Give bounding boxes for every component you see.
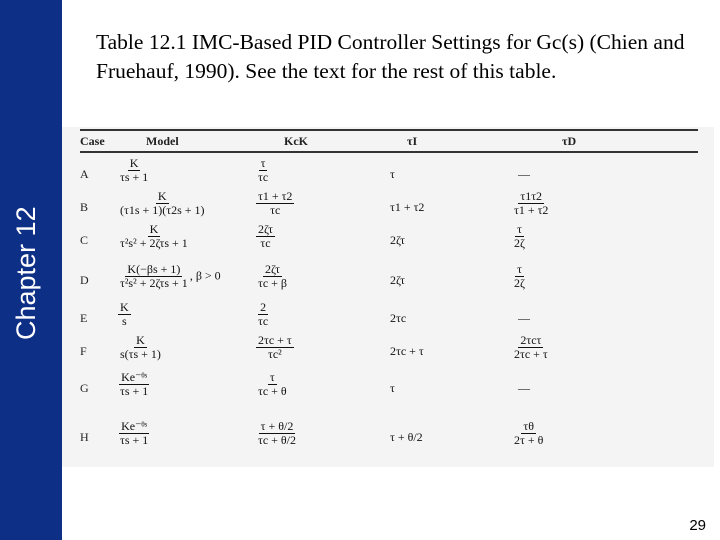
- row-h-case: H: [80, 430, 89, 444]
- header-model: Model: [146, 134, 179, 148]
- row-h-kck: $\frac{\tau + \theta/2}{\tau c + \theta/2}$: [258, 419, 296, 447]
- row-a-kck: $\frac{\tau}{\tau c}$: [258, 156, 269, 184]
- row-h-tau-i: τ + θ/2: [390, 430, 423, 444]
- row-a-model: $\frac{K}{\tau s + 1}$: [120, 156, 149, 184]
- row-d-tau-i: 2ζτ: [390, 273, 405, 287]
- row-d-model: $\frac{K(-\beta s + 1)}{\text{τ²s² + 2ζτs + 1}}$ , β > 0: [120, 262, 221, 290]
- row-e-kck: $\frac{2}{\tau c}$: [258, 300, 269, 328]
- row-g-tau-d: —: [518, 381, 530, 395]
- row-f-kck: $\frac{2\tau c + \tau}{\text{τc²}}$: [258, 333, 292, 361]
- table-header-rule: [80, 151, 698, 153]
- row-c-case: C: [80, 233, 89, 247]
- row-g-kck: $\frac{\tau}{\tau c + \theta}$: [258, 370, 287, 398]
- row-d-case: D: [80, 273, 89, 287]
- row-a-case: A: [80, 167, 89, 181]
- header-kck: KcK: [284, 134, 308, 148]
- row-g-model: $\frac{\text{Ke⁻ᶿˢ}}{\tau s + 1}$: [120, 370, 149, 398]
- row-e-tau-d: —: [518, 311, 530, 325]
- chapter-sidebar: [0, 0, 62, 540]
- row-b-model: $\frac{K}{(\tau 1s + 1)(\tau 2s + 1)}$: [120, 189, 205, 217]
- row-f-case: F: [80, 344, 87, 358]
- row-f-tau-i: 2τc + τ: [390, 344, 424, 358]
- row-d-kck: $\frac{2\zeta\tau}{\tau c + \beta}$: [258, 262, 288, 290]
- row-c-tau-i: 2ζτ: [390, 233, 405, 247]
- row-f-model: $\frac{K}{s(\tau s + 1)}$: [120, 333, 161, 361]
- row-g-case: G: [80, 381, 89, 395]
- row-h-model: $\frac{\text{Ke⁻ᶿˢ}}{\tau s + 1}$: [120, 419, 149, 447]
- row-a-tau-d: —: [518, 167, 530, 181]
- header-tau-i: τI: [407, 134, 418, 148]
- pid-settings-table: [62, 127, 714, 467]
- row-c-model: $\frac{K}{\text{τ²s² + 2ζτs + 1}}$: [120, 222, 188, 250]
- row-e-model: $\frac{K}{s}$: [120, 300, 129, 328]
- row-b-tau-d: $\frac{\tau 1\tau 2}{\tau 1 + \tau 2}$: [514, 189, 549, 217]
- page-number: 29: [689, 517, 706, 534]
- row-h-tau-d: $\frac{\tau\theta}{2\tau + \theta}$: [514, 419, 544, 447]
- row-e-tau-i: 2τc: [390, 311, 407, 325]
- row-f-tau-d: $\frac{\text{2τcτ}}{2\tau c + \tau}$: [514, 333, 548, 361]
- table-top-rule: [80, 129, 698, 131]
- row-b-tau-i: τ1 + τ2: [390, 200, 425, 214]
- row-b-kck: $\frac{\tau 1 + \tau 2}{\tau c}$: [258, 189, 293, 217]
- row-g-tau-i: τ: [390, 381, 395, 395]
- header-tau-d: τD: [562, 134, 577, 148]
- row-c-kck: $\frac{2\zeta\tau}{\tau c}$: [258, 222, 273, 250]
- chapter-label: Chapter 12: [11, 206, 41, 340]
- row-d-tau-d: $\frac{\tau}{2\zeta}$: [514, 262, 525, 290]
- row-b-case: B: [80, 200, 89, 214]
- row-e-case: E: [80, 311, 88, 325]
- row-a-tau-i: τ: [390, 167, 395, 181]
- slide-title: Table 12.1 IMC-Based PID Controller Settings for Gc(s) (Chien and Fruehauf, 1990). See the text for the rest of this table.: [96, 30, 685, 83]
- header-case: Case: [80, 134, 105, 148]
- row-c-tau-d: $\frac{\tau}{2\zeta}$: [514, 222, 525, 250]
